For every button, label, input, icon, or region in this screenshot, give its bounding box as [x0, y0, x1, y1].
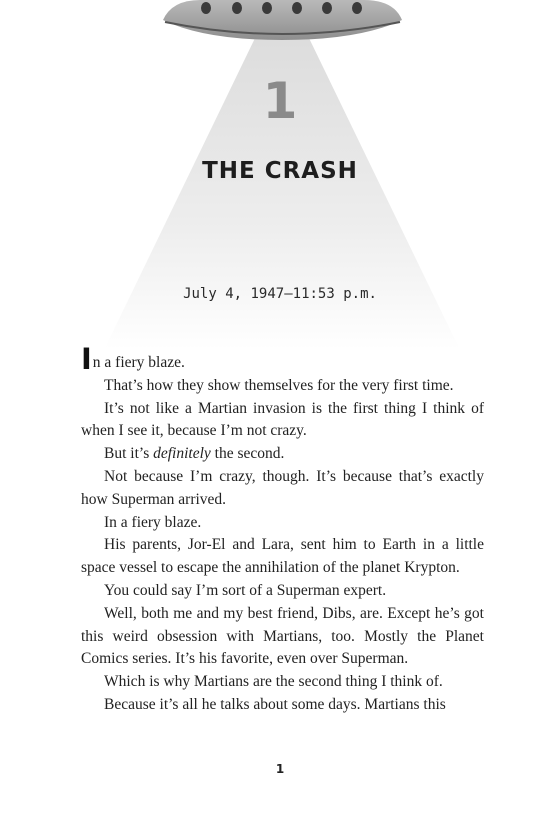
drop-cap: I [81, 342, 92, 376]
paragraph: His parents, Jor-El and Lara, sent him to Earth in a little space vessel to escape the annihilation of the planet Krypton. [81, 536, 484, 577]
emphasized-word: definitely [153, 445, 211, 463]
paragraph-text: n a fiery blaze. [92, 354, 185, 371]
chapter-body [81, 342, 484, 717]
chapter-number: 1 [262, 72, 298, 130]
paragraph: Because it’s all he talks about some days. Martians this [104, 695, 446, 713]
paragraph: You could say I’m sort of a Superman expert. [104, 581, 387, 599]
page-number: 1 [275, 762, 285, 776]
paragraph: That’s how they show themselves for the very first time. [104, 376, 454, 394]
paragraph: Which is why Martians are the second thing I think of. [104, 673, 443, 691]
paragraph-text: the second. [210, 445, 285, 463]
paragraph [81, 443, 484, 466]
chapter-title: THE CRASH [202, 158, 358, 184]
ufo-saucer [163, 0, 402, 40]
paragraph-text: But it’s [104, 445, 154, 463]
paragraph [81, 342, 484, 376]
paragraph: Well, both me and my best friend, Dibs, are. Except he’s got this weird obsession with Martians, too. Mostly the Planet Comics series. It’s his favorite, even over Superman. [81, 604, 484, 668]
chapter-dateline: July 4, 1947—11:53 p.m. [183, 286, 377, 302]
paragraph: It’s not like a Martian invasion is the first thing I think of when I see it, because I’m not crazy. [81, 399, 484, 440]
paragraph: In a fiery blaze. [104, 513, 202, 531]
paragraph: Not because I’m crazy, though. It’s because that’s exactly how Superman arrived. [81, 467, 484, 508]
